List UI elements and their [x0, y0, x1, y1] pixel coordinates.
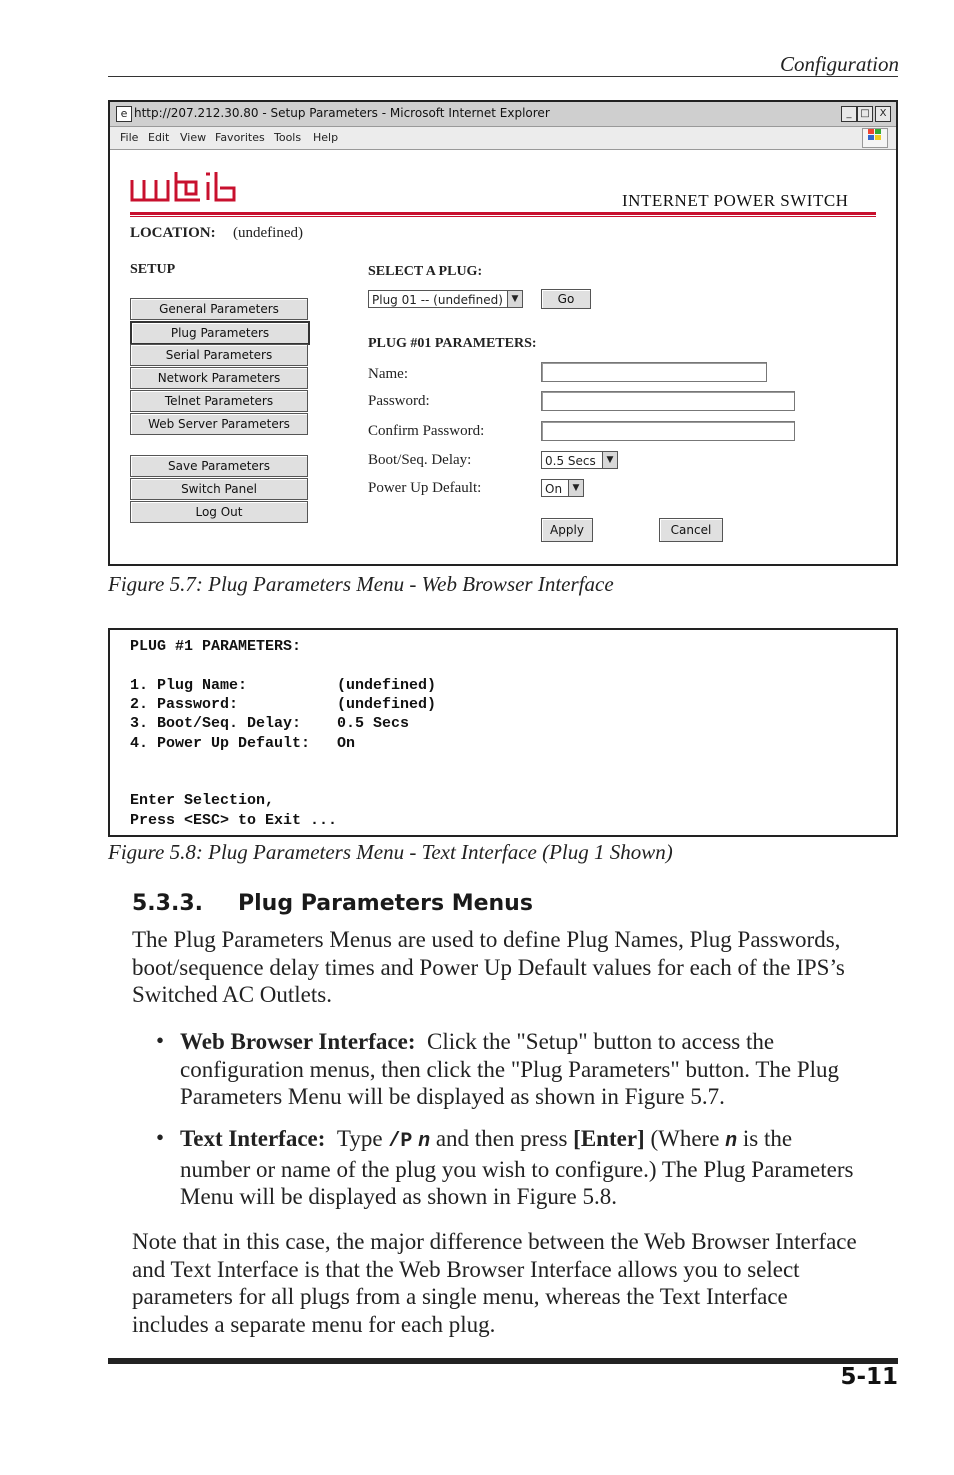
confirm-password-input[interactable] — [541, 421, 795, 441]
location-value: (undefined) — [233, 225, 303, 241]
minimize-button[interactable]: _ — [841, 106, 857, 122]
windows-flag-icon — [862, 128, 888, 148]
name-label: Name: — [368, 366, 408, 382]
switch-panel-button[interactable]: Switch Panel — [130, 478, 308, 500]
note-line: Note that in this case, the major difference between the Web Browser Interface — [132, 1229, 857, 1254]
terminal-line: 2. Password: (undefined) — [130, 696, 437, 713]
menu-favorites[interactable]: Favorites — [215, 131, 265, 144]
power-up-value: On — [545, 482, 563, 496]
window-title: http://207.212.30.80 - Setup Parameters - Microsoft Internet Explorer — [134, 106, 550, 120]
wti-logo — [130, 170, 236, 217]
boot-delay-select[interactable] — [541, 451, 618, 469]
confirm-password-label: Confirm Password: — [368, 423, 485, 439]
browser-window-figure — [108, 100, 898, 566]
menu-edit[interactable]: Edit — [148, 131, 170, 144]
intro-line: Switched AC Outlets. — [132, 982, 332, 1007]
figure-caption-5-8: Figure 5.8: Plug Parameters Menu - Text Interface (Plug 1 Shown) — [108, 840, 673, 864]
bullet-text: and then press — [435, 1126, 568, 1151]
power-up-label: Power Up Default: — [368, 480, 482, 496]
bullet-marker: • — [156, 1125, 165, 1150]
menu-tools[interactable]: Tools — [274, 131, 302, 144]
plug-select-value: Plug 01 -- (undefined) — [372, 293, 503, 307]
page-number: 5-11 — [840, 1364, 898, 1390]
running-header: Configuration — [780, 52, 900, 76]
general-parameters-button[interactable]: General Parameters — [130, 298, 308, 320]
bullet-text: number or name of the plug you wish to configure.) The Plug Parameters — [180, 1156, 854, 1182]
plug-parameters-button[interactable]: Plug Parameters — [130, 321, 310, 345]
intro-line: The Plug Parameters Menus are used to define Plug Names, Plug Passwords, — [132, 927, 841, 952]
terminal-line: 3. Boot/Seq. Delay: 0.5 Secs — [130, 715, 410, 732]
web-server-parameters-button[interactable]: Web Server Parameters — [130, 413, 308, 435]
header-rule — [108, 76, 898, 77]
intro-line: boot/sequence delay times and Power Up Default values for each of the IPS’s — [132, 954, 845, 980]
note-line: and Text Interface is that the Web Browser Interface allows you to select — [132, 1256, 800, 1282]
title-rule — [130, 212, 876, 215]
command-var: n — [418, 1130, 431, 1153]
password-label: Password: — [368, 393, 430, 409]
cancel-button[interactable]: Cancel — [659, 518, 723, 542]
close-button[interactable]: X — [875, 106, 891, 122]
location-label: LOCATION: — [130, 225, 216, 241]
bullet-web-browser — [180, 1028, 839, 1111]
bullet-bold: Text Interface: — [180, 1126, 326, 1151]
terminal-line: 4. Power Up Default: On — [130, 735, 356, 752]
note-line: parameters for all plugs from a single menu, whereas the Text Interface — [132, 1284, 788, 1309]
select-plug-label: SELECT A PLUG: — [368, 264, 483, 279]
log-out-button[interactable]: Log Out — [130, 501, 308, 523]
setup-label: SETUP — [130, 262, 176, 277]
menu-help[interactable]: Help — [313, 131, 339, 144]
network-parameters-button[interactable]: Network Parameters — [130, 367, 308, 389]
power-up-select[interactable] — [541, 479, 584, 497]
section-number: 5.3.3. — [132, 891, 203, 916]
bullet-text-interface — [180, 1125, 853, 1211]
apply-button[interactable]: Apply — [541, 518, 593, 542]
bullet-text: configuration menus, then click the "Plug Parameters" button. The Plug — [180, 1056, 840, 1082]
go-button[interactable]: Go — [541, 289, 591, 309]
password-input[interactable] — [541, 391, 795, 411]
footer-rule — [108, 1358, 898, 1364]
note-line: includes a separate menu for each plug. — [132, 1311, 496, 1337]
command-text: /P — [388, 1130, 413, 1153]
note-paragraph — [132, 1228, 857, 1338]
telnet-parameters-button[interactable]: Telnet Parameters — [130, 390, 308, 412]
bullet-text: is the — [742, 1126, 793, 1151]
section-title: Plug Parameters Menus — [238, 891, 533, 916]
product-title: INTERNET POWER SWITCH — [622, 191, 849, 210]
boot-delay-value: 0.5 Secs — [545, 454, 596, 468]
save-parameters-button[interactable]: Save Parameters — [130, 455, 308, 477]
name-input[interactable] — [541, 362, 767, 382]
chevron-down-icon: ▼ — [507, 291, 522, 307]
terminal-line: PLUG #1 PARAMETERS: — [130, 638, 302, 655]
terminal-figure — [108, 628, 898, 837]
plug-select[interactable] — [368, 290, 523, 308]
menu-file[interactable]: File — [120, 131, 139, 144]
menu-view[interactable]: View — [180, 131, 207, 144]
chevron-down-icon: ▼ — [602, 452, 617, 468]
terminal-line: Press <ESC> to Exit ... — [130, 812, 338, 829]
bullet-text: Type — [336, 1126, 383, 1151]
terminal-line: 1. Plug Name: (undefined) — [130, 677, 437, 694]
serial-parameters-button[interactable]: Serial Parameters — [130, 344, 308, 366]
bullet-text: Click the "Setup" button to access the — [426, 1029, 775, 1054]
maximize-button[interactable]: □ — [857, 106, 873, 122]
menu-bar — [110, 127, 896, 150]
command-var: n — [725, 1130, 738, 1153]
bullet-bold: Web Browser Interface: — [180, 1029, 416, 1054]
ie-icon: e — [116, 106, 132, 122]
terminal-line: Enter Selection, — [130, 792, 275, 809]
bullet-marker: • — [156, 1028, 165, 1053]
bullet-text: (Where — [650, 1126, 720, 1151]
intro-paragraph — [132, 926, 845, 1009]
title-bar — [110, 102, 896, 127]
boot-delay-label: Boot/Seq. Delay: — [368, 452, 472, 468]
params-heading: PLUG #01 PARAMETERS: — [368, 336, 537, 351]
bullet-text: Parameters Menu will be displayed as shown in Figure 5.7. — [180, 1084, 725, 1109]
chevron-down-icon: ▼ — [568, 480, 583, 496]
title-rule-thin — [130, 216, 876, 217]
figure-caption-5-7: Figure 5.7: Plug Parameters Menu - Web Browser Interface — [108, 572, 614, 596]
bullet-text: Menu will be displayed as shown in Figure 5.8. — [180, 1184, 617, 1209]
enter-key: [Enter] — [573, 1126, 645, 1151]
